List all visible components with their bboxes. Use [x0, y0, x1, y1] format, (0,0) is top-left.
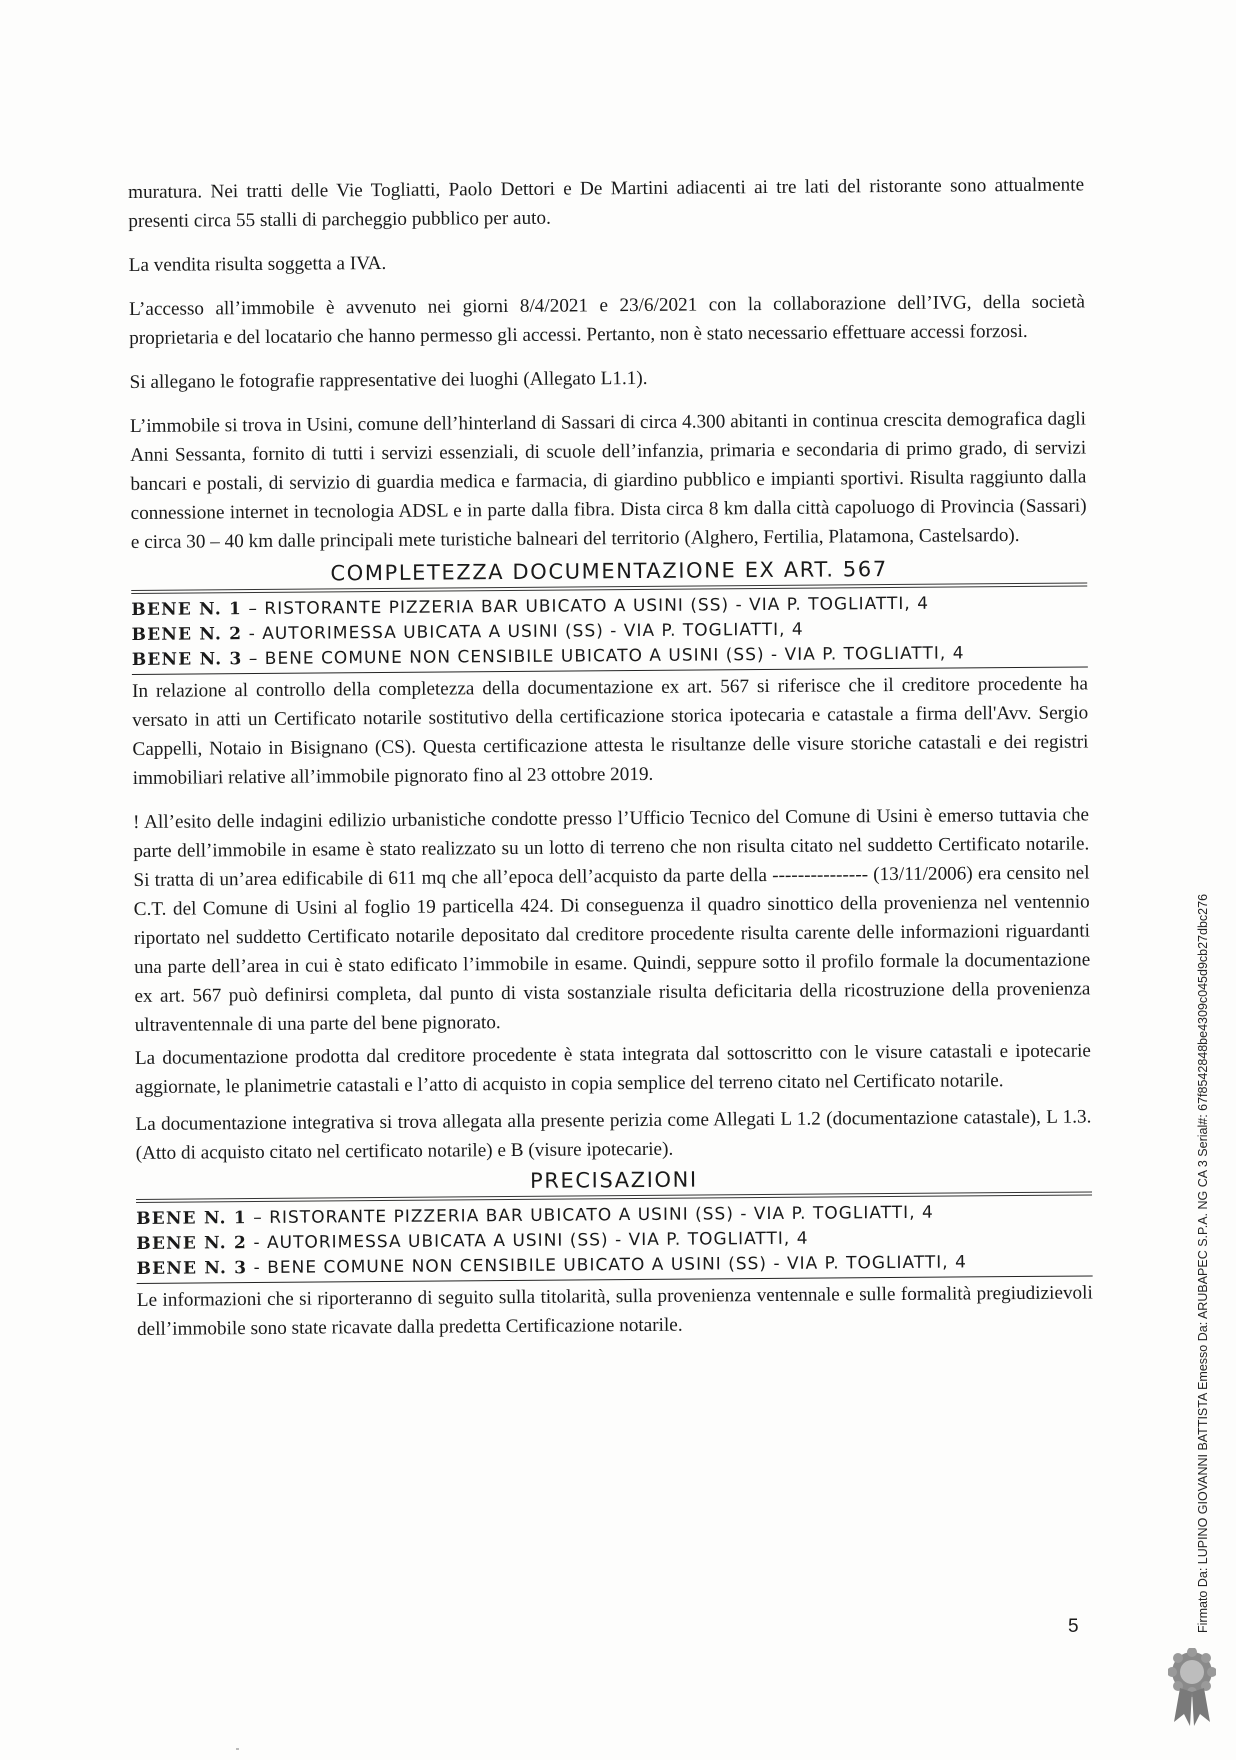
paragraph: La documentazione integrativa si trova allegata alla presente perizia come Allegati L 1.2 (documentazione catastale), L 1.3. (Atto di acquisto citato nel certificato notarile) e B (visure ipotecarie). — [135, 1106, 1092, 1164]
section-title-precisazioni: PRECISAZIONI — [529, 1167, 698, 1193]
bene-key: BENE N. 2 — [136, 1233, 248, 1254]
page-content — [128, 170, 1093, 1358]
bene-key: BENE N. 1 — [136, 1208, 247, 1229]
bene-key: BENE N. 3 — [136, 1258, 248, 1279]
paragraph: ! All’esito delle indagini edilizio urbanistiche condotte presso l’Ufficio Tecnico del Comune di Usini è emerso tuttavia che parte dell’immobile in esame è stato realizzato su un lotto di terreno che non risulta citato nel suddetto Certificato notarile. Si tratta di un’area edificabile di 611 mq che all’epoca dell’acquisto da parte della --------------- (13/11/2006) era censito nel C.T. del Comune di Usini al foglio 19 particella 424. Di conseguenza il quadro sinottico della provenienza nel ventennio riportato nel suddetto Certificato notarile depositato dal creditore procedente risulta carente delle informazioni riguardanti una parte dell’area in cui è stato edificato l’immobile in esame. Quindi, seppure sotto il profilo formale la documentazione ex art. 567 può definirsi completa, dal punto di vista sostanziale risulta deficitaria della ricostruzione della provenienza ultraventennale di una parte del bene pignorato. — [132, 804, 1091, 1036]
paragraph: La vendita risulta soggetta a IVA. — [128, 252, 387, 276]
paragraph: L’immobile si trova in Usini, comune dell’hinterland di Sassari di circa 4.300 abitanti in continua crescita demografica dagli Anni Sessanta, fornito di tutti i servizi essenziali, di scuole dell’infanzia, primaria e secondaria di primo grado, di servizi bancari e postali, di servizio di guardia medica e farmacia, di giardino pubblico e impianti sportivi. Risulta raggiunto dalla connessione internet in tecnologia ADSL e in parte dalla fibra. Dista circa 8 km dalla città capoluogo di Provincia (Sassari) e circa 30 – 40 km dalle principali mete turistiche balneari del territorio (Alghero, Fertilia, Platamona, Castelsardo). — [129, 408, 1087, 553]
bene-key: BENE N. 3 — [131, 649, 243, 670]
bene-text: – BENE COMUNE NON CENSIBILE UBICATO A USINI (SS) - VIA P. TOGLIATTI, 4 — [242, 643, 965, 670]
page-number: 5 — [1068, 1616, 1079, 1637]
digital-signature-text: Firmato Da: LUPINO GIOVANNI BATTISTA Emesso Da: ARUBAPEC S.P.A. NG CA 3 Serial#: 67f8542848be4309c045d9cb27dbc276 — [1196, 893, 1210, 1633]
section-title-completezza: COMPLETEZZA DOCUMENTAZIONE EX ART. 567 — [330, 557, 888, 586]
paragraph: Le informazioni che si riporteranno di seguito sulla titolarità, sulla provenienza ventennale e sulle formalità pregiudizievoli dell’immobile sono state ricavate dalla predetta Certificazione notarile. — [136, 1282, 1093, 1340]
paragraph: In relazione al controllo della completezza della documentazione ex art. 567 si riferisce che il creditore procedente ha versato in atti un Certificato notarile sostitutivo della certificazione storica ipotecaria e catastale a firma dell'Avv. Sergio Cappelli, Notaio in Bisignano (CS). Questa certificazione attesta le risultanze delle visure storiche catastali e dei registri immobiliari relative all’immobile pignorato fino al 23 ottobre 2019. — [131, 673, 1089, 789]
bene-text: – RISTORANTE PIZZERIA BAR UBICATO A USINI (SS) - VIA P. TOGLIATTI, 4 — [241, 593, 930, 620]
bene-text: - BENE COMUNE NON CENSIBILE UBICATO A USINI (SS) - VIA P. TOGLIATTI, 4 — [247, 1252, 967, 1279]
bene-key: BENE N. 2 — [131, 624, 243, 645]
paragraph: La documentazione prodotta dal creditore procedente è stata integrata dal sottoscritto con le visure catastali e ipotecarie aggiornate, le planimetrie catastali e l’atto di acquisto in copia semplice del terreno citato nel Certificato notarile. — [134, 1040, 1091, 1098]
bene-text: - AUTORIMESSA UBICATA A USINI (SS) - VIA P. TOGLIATTI, 4 — [246, 1228, 809, 1254]
rosette-seal-icon — [1168, 1648, 1216, 1728]
paragraph: L’accesso all’immobile è avvenuto nei giorni 8/4/2021 e 23/6/2021 con la collaborazione dell’IVG, della società proprietaria e del locatario che hanno permesso gli accessi. Pertanto, non è stato necessario effettuare accessi forzosi. — [128, 291, 1086, 349]
bene-text: - AUTORIMESSA UBICATA A USINI (SS) - VIA P. TOGLIATTI, 4 — [242, 619, 804, 645]
paragraph: Si allegano le fotografie rappresentative dei luoghi (Allegato L1.1). — [129, 367, 648, 393]
bene-key: BENE N. 1 — [131, 599, 243, 620]
scan-mark — [236, 1748, 239, 1750]
bene-text: – RISTORANTE PIZZERIA BAR UBICATO A USINI (SS) - VIA P. TOGLIATTI, 4 — [246, 1202, 934, 1229]
paragraph: muratura. Nei tratti delle Vie Togliatti, Paolo Dettori e De Martini adiacenti ai tre lati del ristorante sono attualmente presenti circa 55 stalli di parcheggio pubblico per auto. — [128, 174, 1085, 232]
